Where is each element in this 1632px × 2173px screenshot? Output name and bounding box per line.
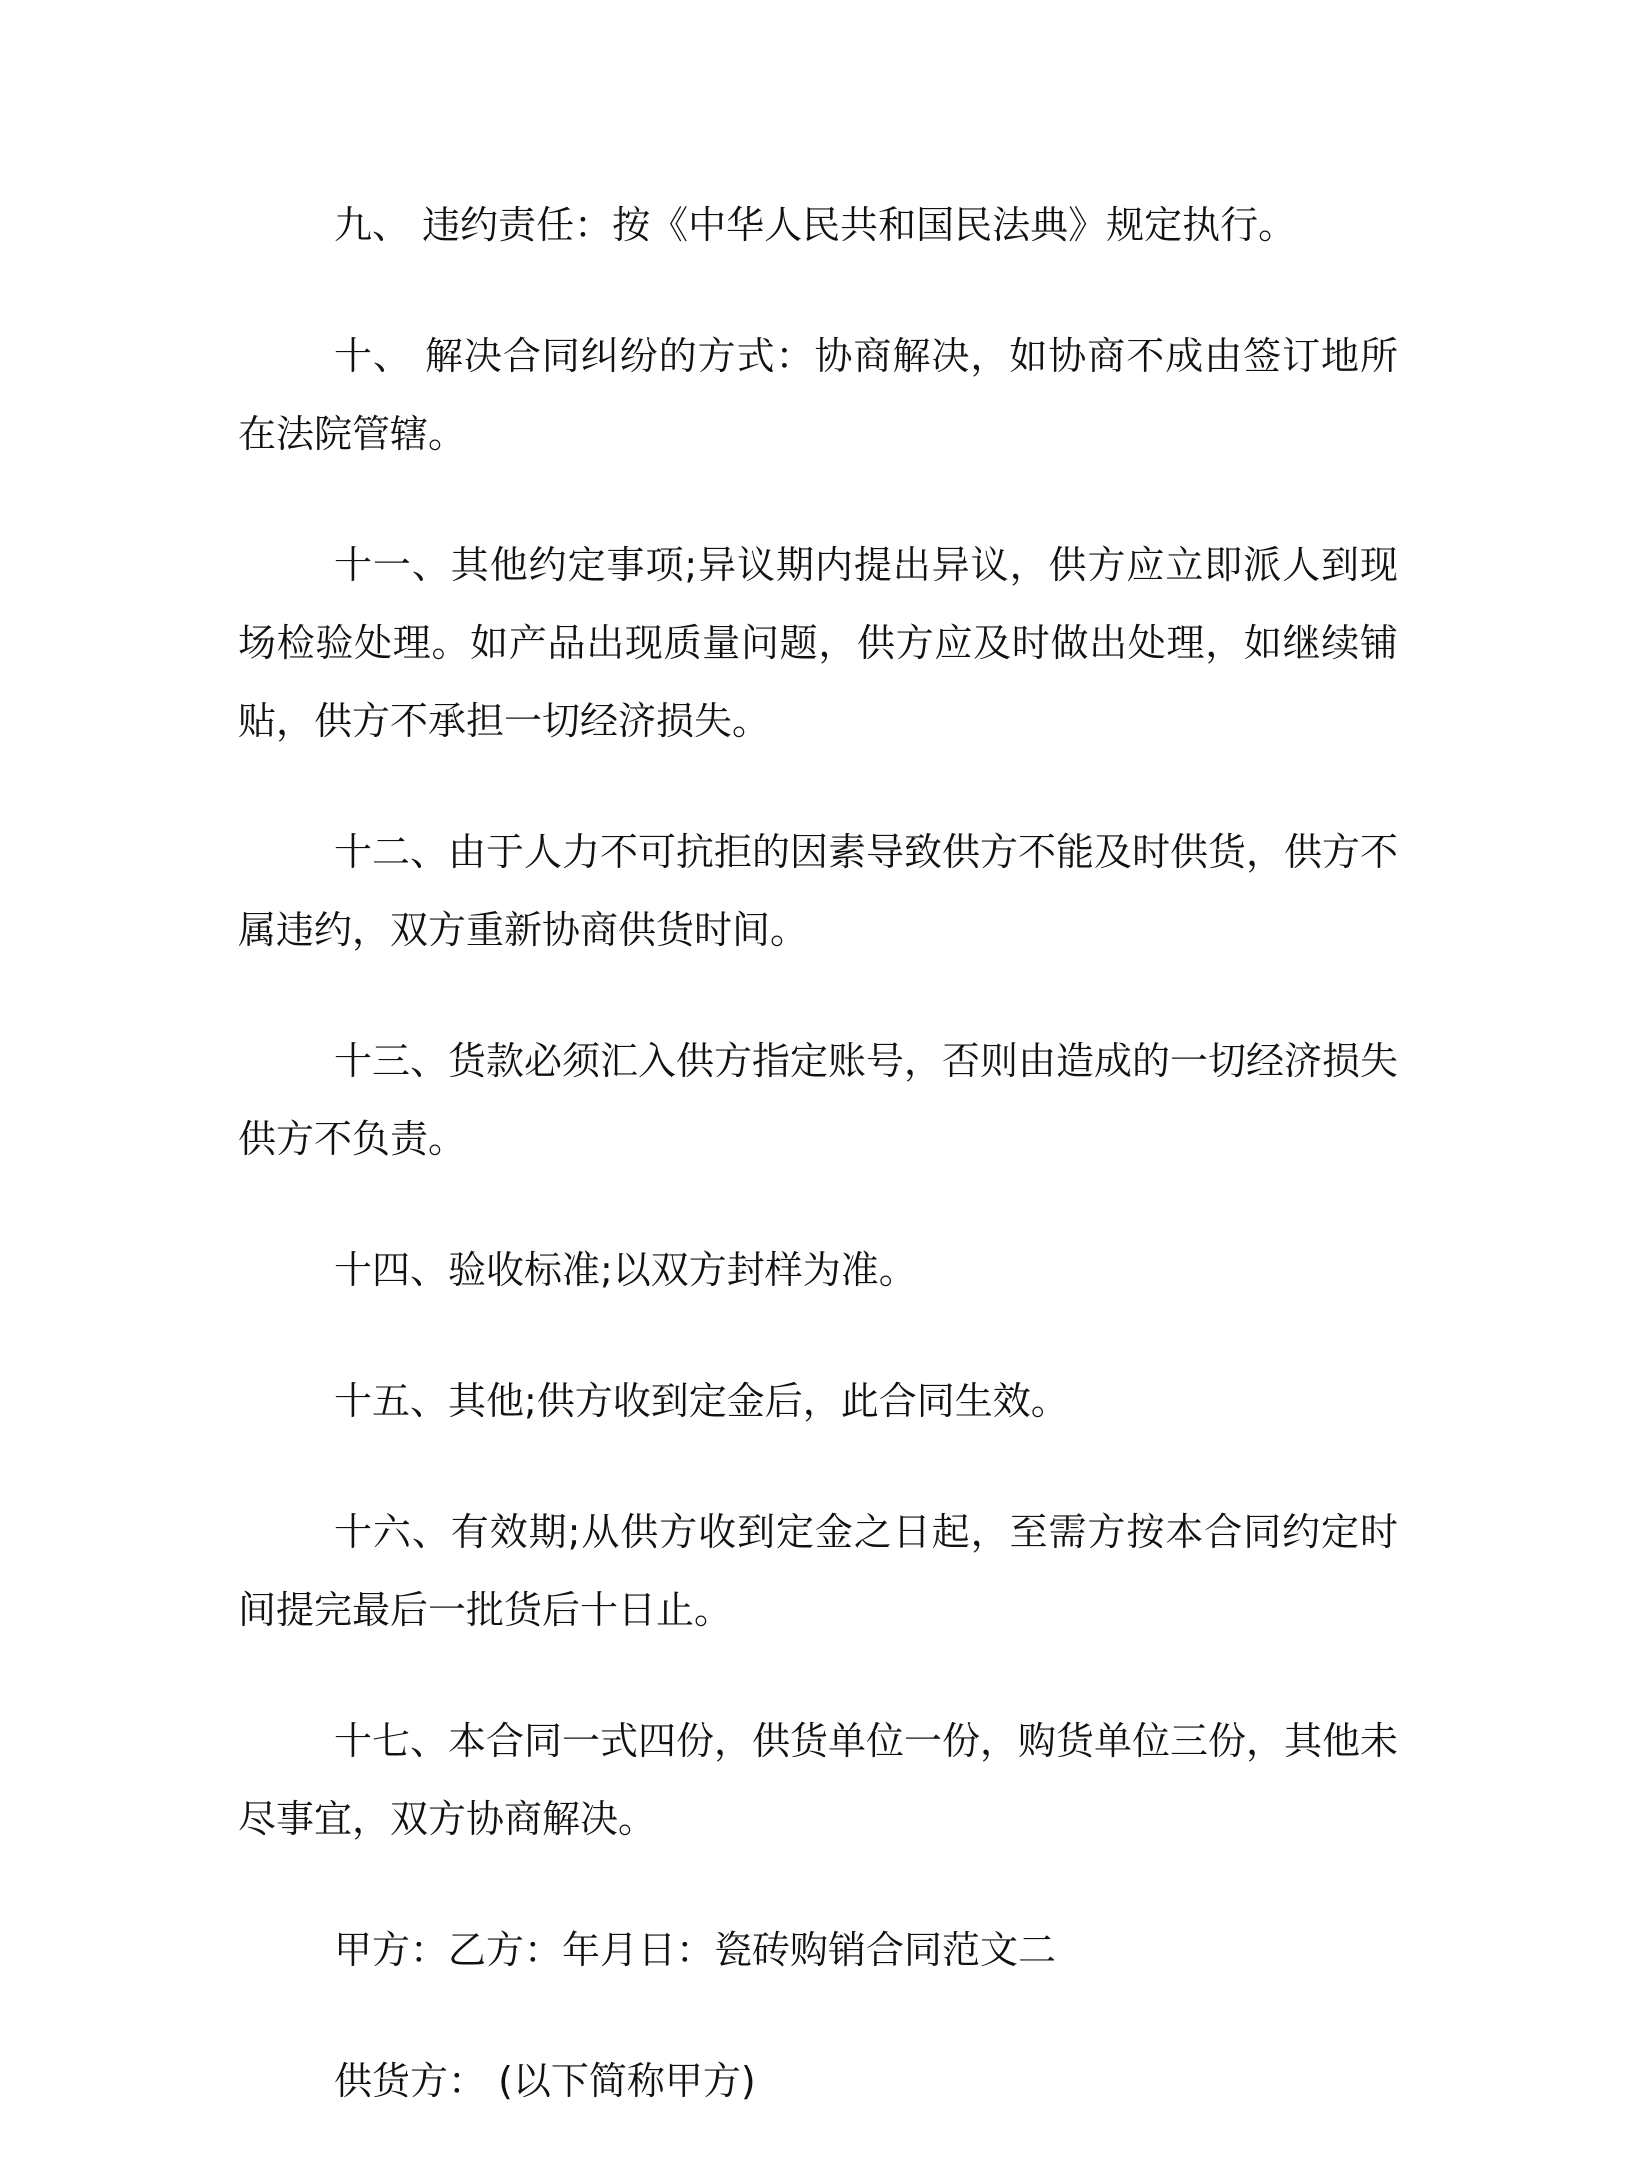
signature-line: 甲方：乙方：年月日：瓷砖购销合同范文二 bbox=[334, 1928, 1057, 1972]
document-body bbox=[238, 186, 1398, 2173]
supplier-line: 供货方： (以下简称甲方) bbox=[334, 2059, 756, 2103]
clause-12-force-majeure: 十二、由于人力不可抗拒的因素导致供方不能及时供货，供方不属违约，双方重新协商供货时间。 bbox=[238, 830, 1399, 952]
clause-14-acceptance-standard: 十四、验收标准;以双方封样为准。 bbox=[334, 1248, 917, 1292]
clause-13-payment-account: 十三、货款必须汇入供方指定账号，否则由造成的一切经济损失供方不负责。 bbox=[238, 1039, 1399, 1161]
clause-10-dispute-resolution: 十、 解决合同纠纷的方式：协商解决，如协商不成由签订地所在法院管辖。 bbox=[238, 334, 1398, 456]
clause-11-other-agreements: 十一、其他约定事项;异议期内提出异议，供方应立即派人到现场检验处理。如产品出现质量问题，供方应及时做出处理，如继续铺贴，供方不承担一切经济损失。 bbox=[238, 543, 1398, 743]
clause-15-effectiveness: 十五、其他;供方收到定金后，此合同生效。 bbox=[334, 1379, 1069, 1423]
clause-16-validity-period: 十六、有效期;从供方收到定金之日起，至需方按本合同约定时间提完最后一批货后十日止。 bbox=[238, 1510, 1398, 1632]
clause-17-copies: 十七、本合同一式四份，供货单位一份，购货单位三份，其他未尽事宜，双方协商解决。 bbox=[238, 1719, 1399, 1841]
clause-9-breach-liability: 九、 违约责任：按《中华人民共和国民法典》规定执行。 bbox=[334, 203, 1297, 247]
